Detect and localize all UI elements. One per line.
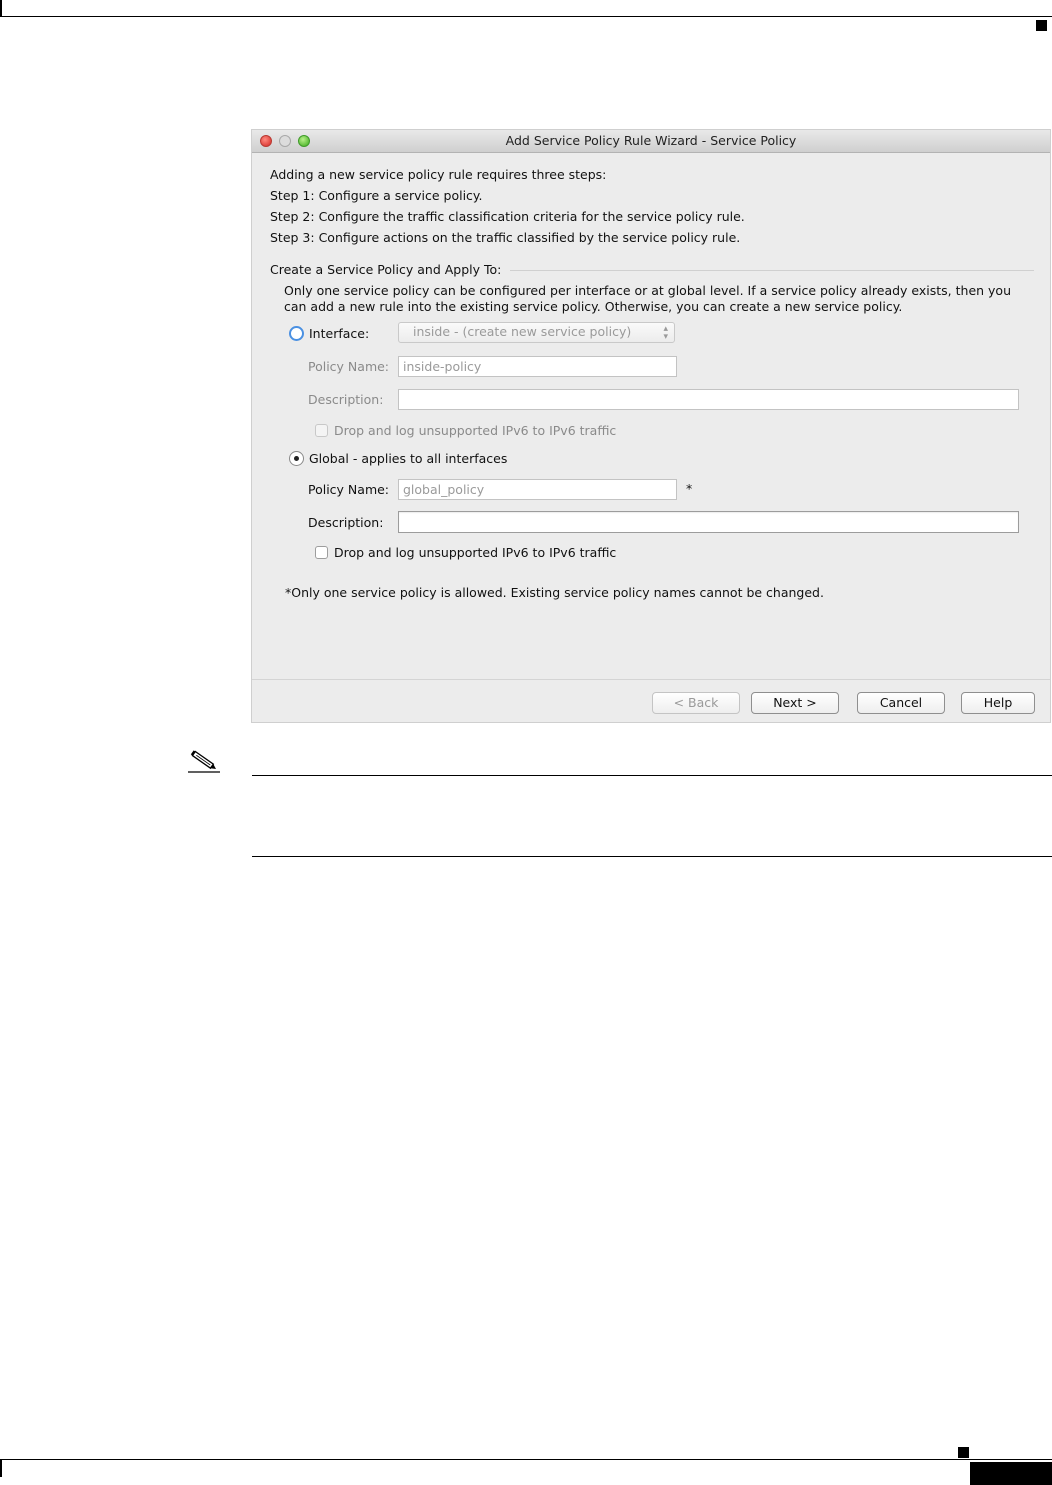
group-description-line-1: Only one service policy can be configured per interface or at global level. If a service policy already exists, then you (284, 283, 1012, 298)
page-header-marker (1036, 20, 1047, 31)
help-button[interactable]: Help (961, 692, 1035, 714)
interface-radio[interactable] (289, 326, 304, 341)
dialog-title: Add Service Policy Rule Wizard - Service Policy (505, 133, 797, 148)
group-divider (510, 270, 1034, 271)
page-header-rule (0, 16, 1052, 17)
interface-description-label: Description: (308, 392, 384, 407)
global-description-input[interactable] (398, 511, 1019, 533)
interface-policy-name-label: Policy Name: (308, 359, 390, 374)
page-footer-marker (958, 1447, 969, 1458)
note-bottom-rule (252, 856, 1052, 857)
global-description-label: Description: (308, 515, 384, 530)
title-bar (252, 130, 1050, 153)
footer-divider (252, 679, 1050, 680)
interface-select[interactable] (398, 322, 675, 343)
required-asterisk: * (686, 481, 693, 496)
radio-selected-dot (294, 456, 299, 461)
note-top-rule (252, 775, 1052, 776)
interface-description-input[interactable] (398, 389, 1019, 410)
page-footer-rule (0, 1459, 1052, 1460)
global-policy-name-label: Policy Name: (308, 482, 390, 497)
group-description-line-2: can add a new rule into the existing service policy. Otherwise, you can create a new service policy. (284, 299, 903, 314)
interface-select-value: inside - (create new service policy) (413, 324, 632, 339)
wizard-dialog (252, 130, 1050, 722)
global-label: Global - applies to all interfaces (309, 451, 508, 466)
step-3-text: Step 3: Configure actions on the traffic classified by the service policy rule. (270, 230, 741, 245)
pencil-note-icon (186, 750, 222, 774)
interface-label: Interface: (309, 326, 370, 341)
interface-drop-ipv6-checkbox[interactable] (315, 424, 328, 437)
global-drop-ipv6-checkbox[interactable] (315, 546, 328, 559)
step-2-text: Step 2: Configure the traffic classification criteria for the service policy rule. (270, 209, 745, 224)
cancel-button[interactable]: Cancel (857, 692, 945, 714)
intro-line: Adding a new service policy rule requires three steps: (270, 167, 607, 182)
global-radio[interactable] (289, 451, 304, 466)
select-arrows-icon: ▴ ▾ (663, 324, 668, 342)
interface-policy-name-input[interactable]: inside-policy (398, 356, 677, 377)
global-drop-ipv6-label: Drop and log unsupported IPv6 to IPv6 traffic (334, 545, 617, 560)
next-button[interactable]: Next > (751, 692, 839, 714)
step-1-text: Step 1: Configure a service policy. (270, 188, 483, 203)
page-bottom-left-tick (0, 1459, 2, 1477)
page-number-block (970, 1462, 1052, 1485)
global-policy-name-input[interactable]: global_policy (398, 479, 677, 500)
page-top-left-tick (0, 0, 2, 16)
group-title: Create a Service Policy and Apply To: (270, 262, 502, 277)
back-button[interactable]: < Back (652, 692, 740, 714)
footnote: *Only one service policy is allowed. Existing service policy names cannot be changed. (285, 585, 824, 600)
interface-drop-ipv6-label: Drop and log unsupported IPv6 to IPv6 traffic (334, 423, 617, 438)
